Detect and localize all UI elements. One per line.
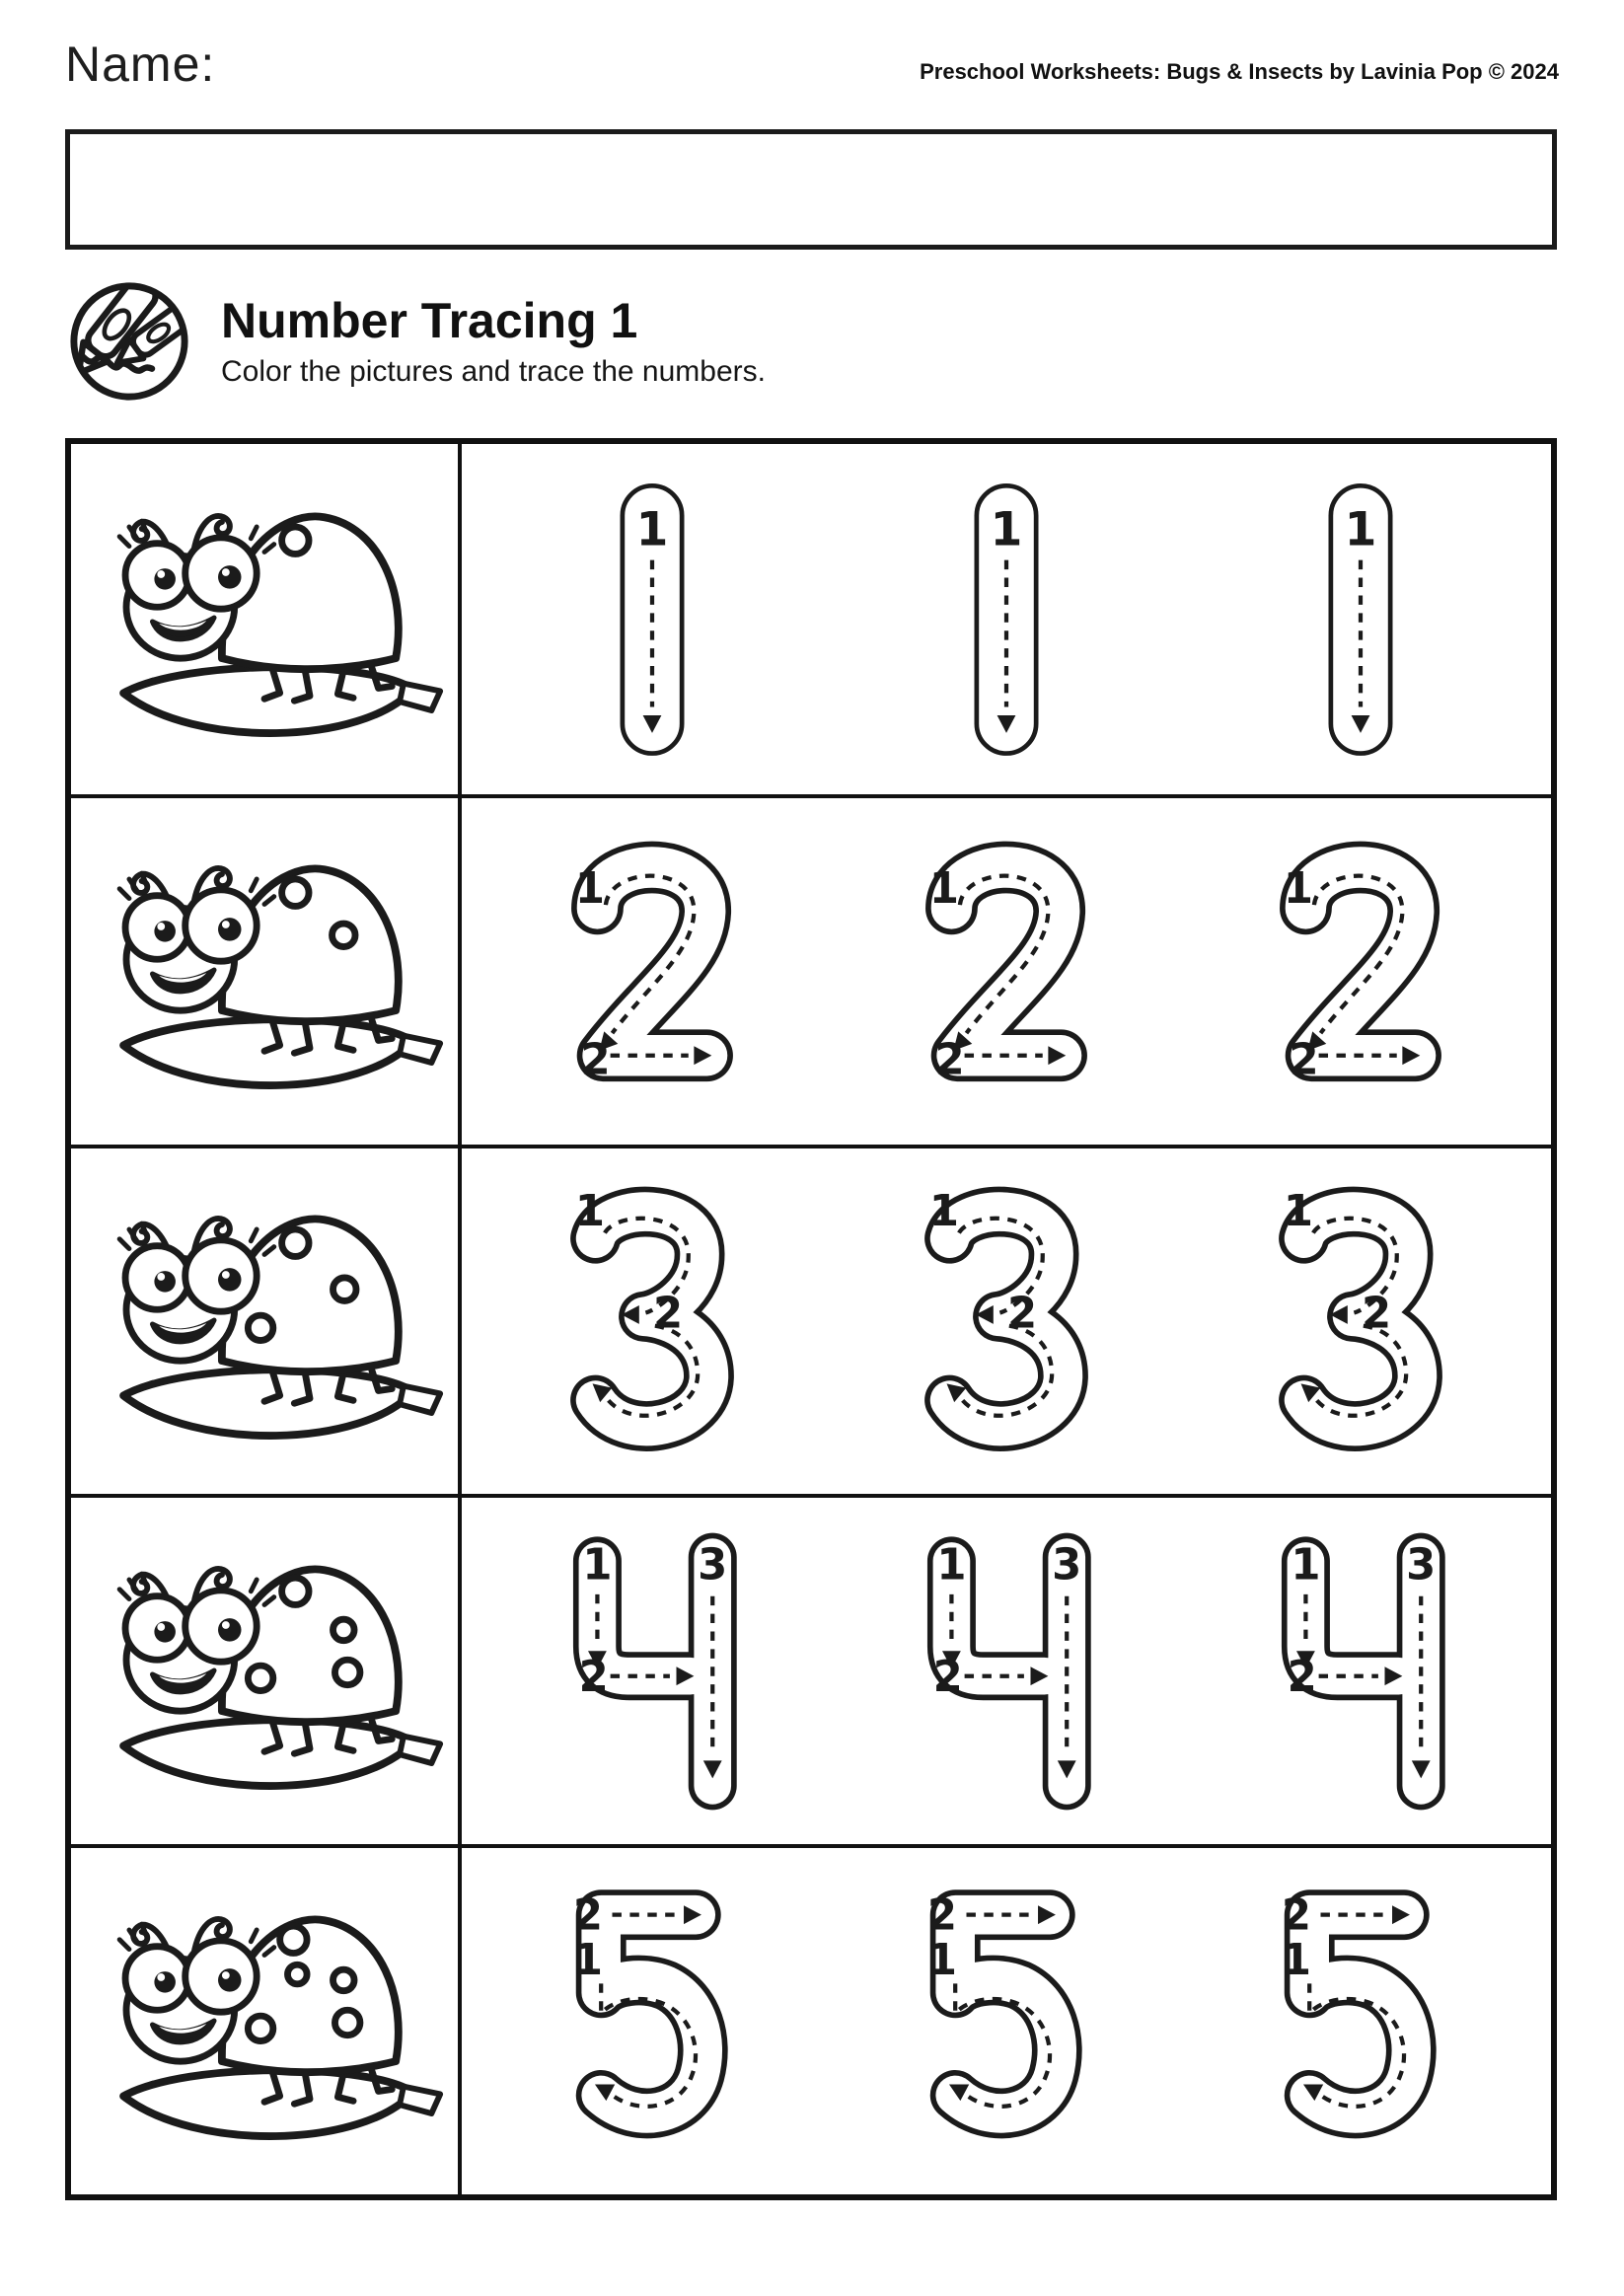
- copyright-credit: Preschool Worksheets: Bugs & Insects by Lavinia Pop © 2024: [920, 59, 1559, 84]
- table-row-5: [71, 1844, 1551, 2194]
- title-block: [61, 268, 1559, 414]
- trace-digit-4[interactable]: [1263, 1527, 1458, 1815]
- table-row-4: [71, 1494, 1551, 1844]
- table-row-2: [71, 794, 1551, 1145]
- trace-digits-row-2: [462, 798, 1551, 1145]
- trace-digit-2[interactable]: [554, 827, 750, 1115]
- table-row-3: [71, 1145, 1551, 1495]
- trace-digit-5[interactable]: [554, 1878, 750, 2166]
- table-row-1: [71, 444, 1551, 794]
- trace-digit-4[interactable]: [554, 1527, 750, 1815]
- trace-digit-1[interactable]: [1263, 475, 1458, 763]
- ladybug-picture-2[interactable]: [71, 798, 462, 1145]
- ladybug-picture-4[interactable]: [71, 1498, 462, 1844]
- tracing-table: [65, 438, 1557, 2200]
- trace-digits-row-3: [462, 1148, 1551, 1495]
- name-writing-box[interactable]: [65, 129, 1557, 250]
- trace-digit-3[interactable]: [909, 1177, 1104, 1465]
- worksheet-instructions: Color the pictures and trace the numbers.: [221, 355, 766, 388]
- trace-digit-2[interactable]: [1263, 827, 1458, 1115]
- trace-digit-2[interactable]: [909, 827, 1104, 1115]
- trace-digit-3[interactable]: [1263, 1177, 1458, 1465]
- trace-digit-5[interactable]: [1263, 1878, 1458, 2166]
- worksheet-title: Number Tracing 1: [221, 293, 638, 348]
- trace-digit-4[interactable]: [909, 1527, 1104, 1815]
- trace-digit-1[interactable]: [909, 475, 1104, 763]
- name-label: Name:: [65, 37, 216, 92]
- trace-digit-5[interactable]: [909, 1878, 1104, 2166]
- ladybug-picture-5[interactable]: [71, 1848, 462, 2194]
- ladybug-picture-1[interactable]: [71, 444, 462, 794]
- bug-spots: [282, 527, 309, 554]
- trace-digits-row-5: [462, 1848, 1551, 2194]
- trace-digits-row-4: [462, 1498, 1551, 1844]
- page-header: [65, 37, 1559, 92]
- trace-digit-1[interactable]: [554, 475, 750, 763]
- trace-digit-3[interactable]: [554, 1177, 750, 1465]
- ladybug-picture-3[interactable]: [71, 1148, 462, 1495]
- trace-digits-row-1: [462, 444, 1551, 794]
- crayons-icon: [61, 273, 197, 409]
